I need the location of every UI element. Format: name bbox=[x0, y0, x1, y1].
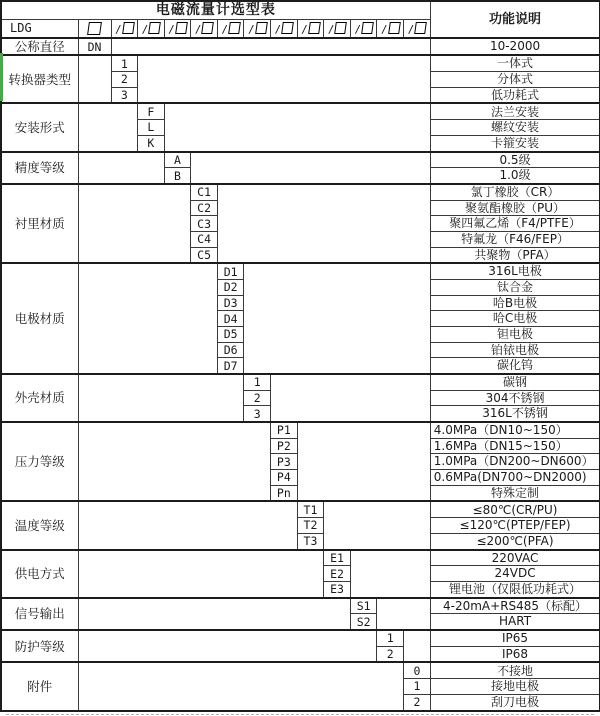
spacer-cell bbox=[78, 152, 164, 184]
code-cell: 3 bbox=[244, 406, 271, 422]
desc-cell: 1.0MPa（DN200~DN600） bbox=[430, 454, 600, 470]
desc-cell: 碳化钨 bbox=[430, 358, 600, 374]
spacer-cell bbox=[244, 263, 430, 374]
desc-cell: 刮刀电极 bbox=[430, 694, 600, 711]
model-code-slot: / bbox=[404, 20, 431, 39]
spacer-cell bbox=[78, 55, 111, 103]
model-code-slot: / bbox=[244, 20, 271, 39]
section-label-temperature: 温度等级 bbox=[1, 501, 78, 549]
model-prefix: LDG bbox=[1, 20, 78, 39]
desc-cell: 分体式 bbox=[430, 72, 600, 88]
desc-cell: 220VAC bbox=[430, 550, 600, 566]
spacer-cell bbox=[350, 550, 430, 598]
spacer-cell bbox=[78, 103, 138, 151]
model-first-box bbox=[78, 20, 111, 39]
code-cell: D3 bbox=[217, 295, 244, 311]
code-cell: 1 bbox=[111, 55, 138, 71]
code-cell: C5 bbox=[191, 247, 218, 263]
desc-cell: 特殊定制 bbox=[430, 485, 600, 501]
sheet-selection-marker bbox=[0, 53, 3, 101]
desc-cell: 不接地 bbox=[430, 662, 600, 678]
desc-cell: 铂铱电极 bbox=[430, 342, 600, 358]
code-cell: L bbox=[138, 120, 165, 136]
desc-cell: HART bbox=[430, 614, 600, 630]
desc-cell: 哈B电极 bbox=[430, 295, 600, 311]
spacer-cell bbox=[78, 662, 404, 711]
checkbox-glyph bbox=[335, 22, 348, 34]
code-cell: P3 bbox=[271, 454, 298, 470]
code-cell: F bbox=[138, 103, 165, 119]
model-code-slot: / bbox=[191, 20, 218, 39]
desc-cell: 4-20mA+RS485（标配） bbox=[430, 598, 600, 614]
section-label-housing: 外壳材质 bbox=[1, 374, 78, 422]
spacer-cell bbox=[78, 550, 324, 598]
code-cell: E2 bbox=[324, 566, 351, 582]
desc-cell: 锂电池（仅限低功耗式） bbox=[430, 581, 600, 597]
desc-cell: 1.0级 bbox=[430, 168, 600, 184]
section-label-power: 供电方式 bbox=[1, 550, 78, 598]
code-cell: D7 bbox=[217, 358, 244, 374]
section-label-diameter: 公称直径 bbox=[1, 38, 78, 55]
spacer-cell bbox=[404, 630, 431, 662]
code-cell: T2 bbox=[297, 518, 324, 534]
checkbox-glyph bbox=[414, 22, 427, 34]
desc-cell: 316L电极 bbox=[430, 263, 600, 279]
spacer-cell bbox=[78, 184, 191, 263]
code-cell: 2 bbox=[111, 72, 138, 88]
section-label-protection: 防护等级 bbox=[1, 630, 78, 662]
desc-cell: ≤120℃(PTEP/FEP) bbox=[430, 518, 600, 534]
page-title: 电磁流量计选型表 bbox=[1, 1, 430, 20]
checkbox-glyph bbox=[308, 22, 321, 34]
spacer-cell bbox=[138, 55, 431, 103]
desc-cell: 0.5级 bbox=[430, 152, 600, 168]
code-cell: 3 bbox=[111, 87, 138, 103]
desc-cell: 哈C电极 bbox=[430, 311, 600, 327]
desc-cell: 聚四氟乙烯（F4/PTFE） bbox=[430, 216, 600, 232]
desc-cell: 卡箍安装 bbox=[430, 135, 600, 151]
code-cell: E3 bbox=[324, 581, 351, 597]
spacer-cell bbox=[111, 38, 430, 55]
code-cell: A bbox=[164, 152, 191, 168]
section-label-pressure: 压力等级 bbox=[1, 422, 78, 501]
spacer-cell bbox=[78, 263, 217, 374]
spacer-cell bbox=[78, 630, 377, 662]
code-cell: Pn bbox=[271, 485, 298, 501]
checkbox-glyph bbox=[281, 22, 294, 34]
section-label-signal: 信号输出 bbox=[1, 598, 78, 630]
desc-cell: 共聚物（PFA） bbox=[430, 247, 600, 263]
spacer-cell bbox=[217, 184, 430, 263]
desc-cell: 碳钢 bbox=[430, 374, 600, 390]
section-label-accuracy: 精度等级 bbox=[1, 152, 78, 184]
code-cell: T1 bbox=[297, 501, 324, 517]
code-cell: P1 bbox=[271, 422, 298, 438]
code-cell: C4 bbox=[191, 232, 218, 248]
section-label-converter-type: 转换器类型 bbox=[1, 55, 78, 103]
code-cell: 1 bbox=[377, 630, 404, 646]
code-cell: 1 bbox=[404, 679, 431, 695]
model-code-slot: / bbox=[138, 20, 165, 39]
spacer-cell bbox=[271, 374, 431, 422]
function-column-header: 功能说明 bbox=[430, 1, 600, 38]
code-cell: P2 bbox=[271, 438, 298, 454]
code-cell: D4 bbox=[217, 311, 244, 327]
spacer-cell bbox=[297, 422, 430, 501]
code-cell: 2 bbox=[404, 694, 431, 711]
code-cell: S1 bbox=[350, 598, 377, 614]
section-label-mounting: 安装形式 bbox=[1, 103, 78, 151]
desc-cell: 钽电极 bbox=[430, 327, 600, 343]
model-code-slot: / bbox=[111, 20, 138, 39]
checkbox-glyph bbox=[202, 22, 215, 34]
desc-cell: 法兰安装 bbox=[430, 103, 600, 119]
desc-cell: ≤200℃(PFA) bbox=[430, 533, 600, 549]
desc-cell: 0.6MPa(DN700~DN2000) bbox=[430, 470, 600, 486]
desc-cell: 螺纹安装 bbox=[430, 120, 600, 136]
desc-cell: 24VDC bbox=[430, 566, 600, 582]
spacer-cell bbox=[78, 598, 350, 630]
desc-cell: 接地电极 bbox=[430, 679, 600, 695]
desc-cell: ≤80℃(CR/PU) bbox=[430, 501, 600, 517]
spacer-cell bbox=[191, 152, 431, 184]
excel-gridline-hint bbox=[6, 714, 594, 715]
checkbox-glyph bbox=[388, 22, 401, 34]
code-cell: P4 bbox=[271, 470, 298, 486]
section-label-accessories: 附件 bbox=[1, 662, 78, 711]
checkbox-glyph bbox=[228, 22, 241, 34]
spacer-cell bbox=[78, 422, 271, 501]
model-code-slot: / bbox=[324, 20, 351, 39]
desc-cell: 4.0MPa（DN10~150） bbox=[430, 422, 600, 438]
model-code-slot: / bbox=[217, 20, 244, 39]
desc-cell: 一体式 bbox=[430, 55, 600, 71]
desc-cell: IP65 bbox=[430, 630, 600, 646]
checkbox-glyph bbox=[361, 22, 374, 34]
desc-cell: 特氟龙（F46/FEP） bbox=[430, 232, 600, 248]
checkbox-glyph bbox=[122, 22, 135, 34]
checkbox-glyph bbox=[87, 22, 102, 35]
code-cell: B bbox=[164, 168, 191, 184]
code-cell: 1 bbox=[244, 374, 271, 390]
code-cell: 2 bbox=[377, 646, 404, 662]
checkbox-glyph bbox=[175, 22, 188, 34]
checkbox-glyph bbox=[255, 22, 268, 34]
desc-cell: 聚氨酯橡胶（PU） bbox=[430, 200, 600, 216]
code-cell: D2 bbox=[217, 280, 244, 296]
spacer-cell bbox=[78, 374, 244, 422]
model-code-slot: / bbox=[297, 20, 324, 39]
section-label-liner: 衬里材质 bbox=[1, 184, 78, 263]
code-cell: K bbox=[138, 135, 165, 151]
checkbox-glyph bbox=[148, 22, 161, 34]
desc-cell: 1.6MPa（DN15~150） bbox=[430, 438, 600, 454]
spacer-cell bbox=[164, 103, 430, 151]
code-cell: S2 bbox=[350, 614, 377, 630]
section-label-electrode: 电极材质 bbox=[1, 263, 78, 374]
model-code-slot: / bbox=[377, 20, 404, 39]
code-cell: D5 bbox=[217, 327, 244, 343]
code-cell: 0 bbox=[404, 662, 431, 678]
desc-cell: 304不锈钢 bbox=[430, 390, 600, 406]
code-cell: D1 bbox=[217, 263, 244, 279]
desc-cell: IP68 bbox=[430, 646, 600, 662]
desc-cell: 10-2000 bbox=[430, 38, 600, 55]
code-cell: T3 bbox=[297, 533, 324, 549]
desc-cell: 钛合金 bbox=[430, 280, 600, 296]
model-code-slot: / bbox=[164, 20, 191, 39]
spacer-cell bbox=[377, 598, 430, 630]
desc-cell: 氯丁橡胶（CR） bbox=[430, 184, 600, 200]
code-cell: C1 bbox=[191, 184, 218, 200]
code-cell: DN bbox=[78, 38, 111, 55]
code-cell: E1 bbox=[324, 550, 351, 566]
code-cell: 2 bbox=[244, 390, 271, 406]
desc-cell: 316L不锈钢 bbox=[430, 406, 600, 422]
model-code-slot: / bbox=[271, 20, 298, 39]
code-cell: D6 bbox=[217, 342, 244, 358]
code-cell: C2 bbox=[191, 200, 218, 216]
spacer-cell bbox=[78, 501, 297, 549]
code-cell: C3 bbox=[191, 216, 218, 232]
spacer-cell bbox=[324, 501, 431, 549]
desc-cell: 低功耗式 bbox=[430, 87, 600, 103]
model-code-slot: / bbox=[350, 20, 377, 39]
